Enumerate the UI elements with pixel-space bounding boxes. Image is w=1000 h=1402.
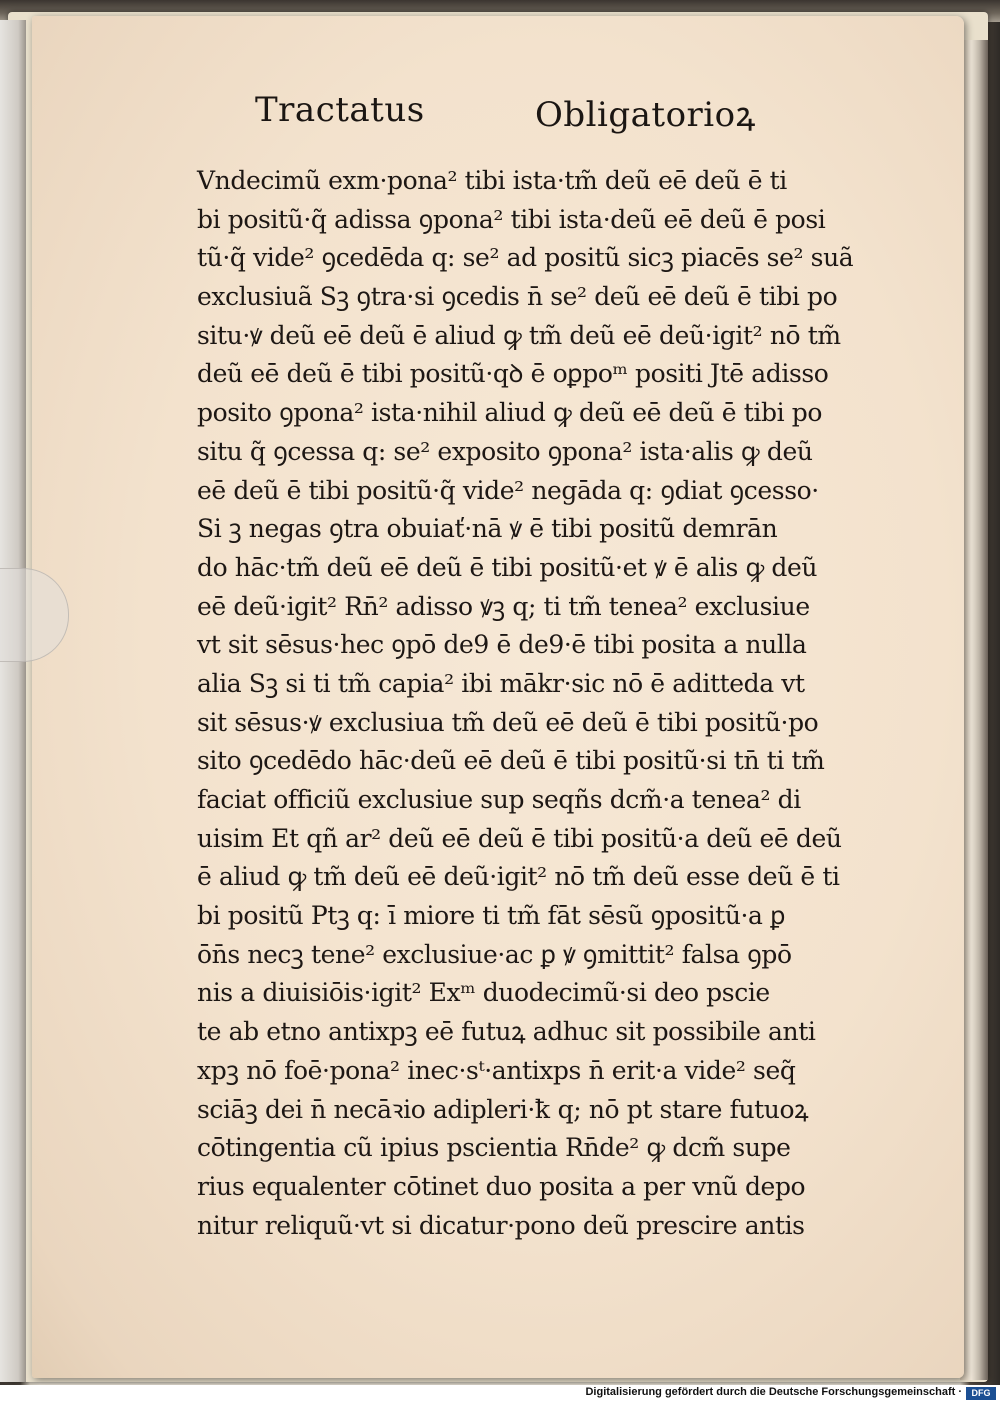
leaf-edge	[960, 40, 988, 1380]
text-line: xpꝫ nō foē·pona² inec·sᵗ·antixps n̄ erit·a vide² seq̃	[197, 1055, 796, 1085]
text-line: eē deũ ē tibi positũ·q̃ vide² negāda q: ꝯdiat ꝯcesso·	[197, 475, 819, 505]
text-line: uisim Et qñ ar² deũ eē deũ ē tibi positũ·a deũ eē deũ	[197, 823, 842, 853]
dfg-logo: DFG	[966, 1387, 996, 1400]
dfg-credit-bar	[0, 1385, 1000, 1402]
text-line: situ·ꝟ deũ eē deũ ē aliud ꝙ tm̃ deũ eē deũ·igit² nō tm̃	[197, 320, 841, 350]
text-line: sciāꝫ dei n̄ necāꝛio adipleri·ꝁ q; nō pt stare futuoꝝ	[197, 1094, 809, 1124]
text-line: tũ·q̃ vide² ꝯcedēda q: se² ad positũ sicꝫ piacēs se² suã	[197, 243, 854, 273]
spine-strip	[0, 20, 26, 1382]
text-line: situ q̃ ꝯcessa q: se² exposito ꝯpona² ista·alis ꝙ deũ	[197, 436, 813, 466]
dfg-credit-text: Digitalisierung gefördert durch die Deutsche Forschungsgemeinschaft ·	[585, 1386, 962, 1398]
header-title-left: Tractatus	[255, 90, 425, 130]
header-title-right: Obligatorioꝝ	[535, 95, 756, 135]
text-line: exclusiuã Sꝫ ꝯtra·si ꝯcedis n̄ se² deũ eē deũ ē tibi po	[197, 282, 838, 312]
text-line: deũ eē deũ ē tibi positũ·qꝺ ē oꝑpoᵐ positi Jtē adisso	[197, 359, 829, 389]
text-line: rius equalenter cōtinet duo posita a per vnũ depo	[197, 1171, 806, 1201]
text-line: posito ꝯpona² ista·nihil aliud ꝙ deũ eē deũ ē tibi po	[197, 398, 822, 428]
text-line: bi positũ Ptꝫ q: ī miore ti tm̃ fāt sēsũ ꝯpositũ·a ꝑ	[197, 901, 786, 931]
text-line: faciat officiũ exclusiue sup seqñs dcm̃·a tenea² di	[197, 785, 801, 814]
text-line: nis a diuisiōis·igit² Exᵐ duodecimũ·si deo pscie	[197, 978, 770, 1008]
page-body-text	[197, 162, 854, 1245]
text-line: Vndecimũ exm·pona² tibi ista·tm̃ deũ eē deũ ē ti	[197, 166, 787, 195]
text-line: Si ꝫ negas ꝯtra obuiať·nā ꝟ ē tibi positũ demrān	[197, 514, 778, 544]
text-line: bi positũ·q̃ adissa ꝯpona² tibi ista·deũ eē deũ ē posi	[197, 204, 826, 234]
text-line: cōtingentia cũ ipius pscientia Rn̄de² ꝙ dcm̃ supe	[197, 1133, 791, 1163]
text-line: do hāc·tm̃ deũ eē deũ ē tibi positũ·et ꝟ ē alis ꝙ deũ	[197, 552, 818, 582]
text-line: ōn̄s necꝫ tene² exclusiue·ac ꝑ ꝟ ꝯmittit² falsa ꝯpō	[197, 939, 792, 969]
text-line: sit sēsus·ꝟ exclusiua tm̃ deũ eē deũ ē tibi positũ·po	[197, 707, 819, 737]
text-line: nitur reliquũ·vt si dicatur·pono deũ prescire antis	[197, 1210, 805, 1240]
running-header	[255, 90, 795, 150]
text-line: sito ꝯcedēdo hāc·deũ eē deũ ē tibi positũ·si tn̄ ti tm̃	[197, 746, 825, 776]
text-line: te ab etno antixpꝫ eē futuꝝ adhuc sit possibile anti	[197, 1017, 816, 1047]
text-line: ē aliud ꝙ tm̃ deũ eē deũ·igit² nō tm̃ deũ esse deũ ē ti	[197, 862, 840, 892]
text-line: alia Sꝫ si ti tm̃ capia² ibi mākr·sic nō ē aditteda vt	[197, 668, 805, 698]
text-line: eē deũ·igit² Rn̄² adisso ꝟꝫ q; ti tm̃ tenea² exclusiue	[197, 591, 810, 621]
text-line: vt sit sēsus·hec ꝯpō de9 ē de9·ē tibi posita a nulla	[197, 630, 807, 660]
